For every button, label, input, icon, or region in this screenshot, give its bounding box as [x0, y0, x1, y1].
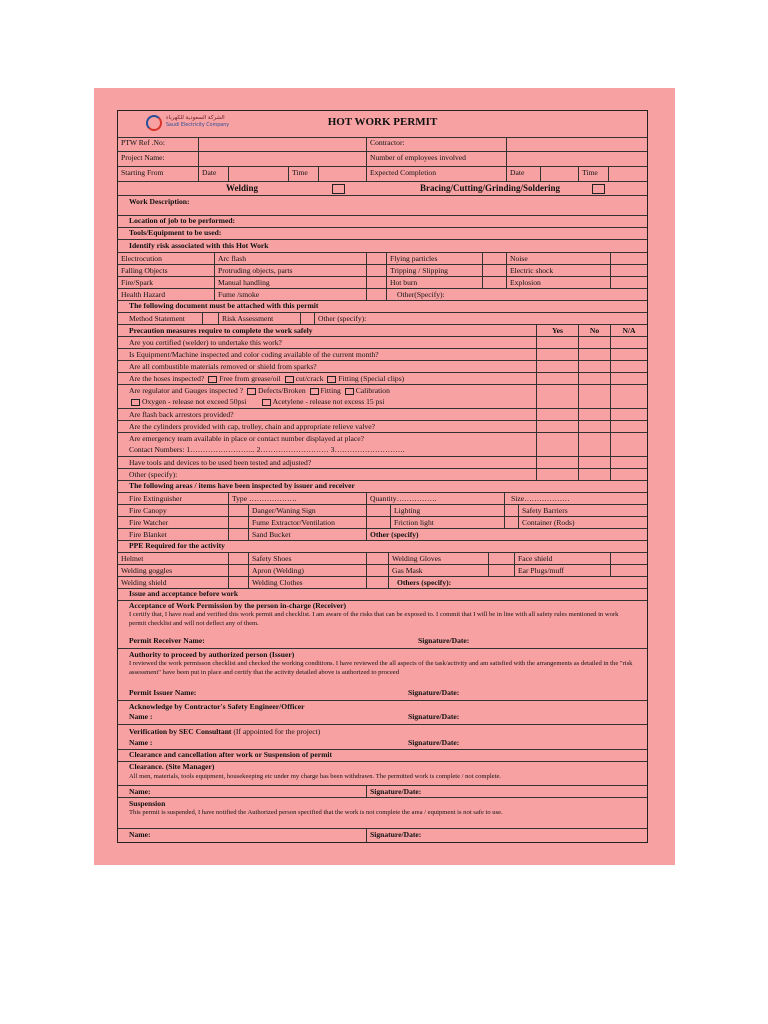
no-check[interactable] — [578, 373, 610, 384]
na-check[interactable] — [610, 409, 647, 420]
risk-item: Fire/Spark — [121, 278, 154, 287]
question-label: Are flash back arrestors provided? — [129, 410, 234, 419]
inspection-item: Danger/Waning Sign — [248, 505, 366, 516]
question-label: Are emergency team available in place or contact number displayed at place? — [129, 434, 364, 443]
yes-check[interactable] — [536, 361, 578, 372]
risk-item: Noise — [506, 253, 610, 264]
inspection-check[interactable] — [366, 517, 390, 528]
site-manager-title: Clearance. (Site Manager) — [129, 762, 215, 771]
permit-document — [94, 88, 675, 865]
ppe-item: Welding goggles — [121, 566, 173, 575]
question-label: Have tools and devices to be used been tested and adjusted? — [129, 458, 312, 467]
receiver-title: Acceptance of Work Permission by the person in-charge (Receiver) — [129, 601, 347, 610]
inspection-heading-row — [118, 481, 647, 493]
ptw-label: PTW Ref .No: — [121, 138, 165, 147]
inspection-item: Fire Canopy — [129, 506, 167, 515]
clearance-statement: All men, materials, tools equipment, housekeeping etc under my charge has been withdrawn. The permitted work is complete / not complete. — [129, 773, 502, 780]
bracing-checkbox[interactable] — [592, 184, 605, 194]
expected-label: Expected Completion — [366, 167, 506, 181]
engineer-title: Acknowledge by Contractor's Safety Engineer/Officer — [129, 702, 305, 711]
engineer-signature-label: Signature/Date: — [408, 712, 460, 721]
sec-section — [118, 725, 647, 750]
risk-check[interactable] — [366, 253, 386, 264]
end-time-label: Time — [578, 167, 608, 181]
precaution-row — [118, 469, 647, 481]
question-label: Are you certified (welder) to undertake this work? — [129, 338, 282, 347]
ppe-item: Safety Shoes — [248, 553, 366, 564]
na-check[interactable] — [610, 349, 647, 360]
yes-check[interactable] — [536, 421, 578, 432]
inspection-item: Lighting — [390, 505, 504, 516]
risk-check[interactable] — [366, 277, 386, 288]
ppe-heading-row — [118, 541, 647, 553]
risk-item: Arc flash — [214, 253, 366, 264]
issuer-title: Authority to proceed by authorized person (Issuer) — [129, 650, 295, 659]
issuer-name-label: Permit Issuer Name: — [129, 688, 197, 697]
no-check[interactable] — [578, 457, 610, 468]
acceptance-heading-row — [118, 589, 647, 601]
yes-check[interactable] — [536, 349, 578, 360]
sec-signature-label: Signature/Date: — [408, 738, 460, 747]
ppe-check[interactable] — [488, 553, 514, 564]
no-check[interactable] — [578, 469, 610, 480]
ppe-item: Apron (Welding) — [248, 565, 366, 576]
risk-row — [118, 265, 647, 277]
contractor-field[interactable] — [506, 137, 647, 151]
receiver-statement: I certify that, I have read and verified this work permit and checklist. I am aware of the risks that can be exposed to. I commit that I will be in line with all safety rules mentioned in work permit checklist and will not deflect any of them. — [129, 611, 619, 627]
checkbox[interactable] — [327, 376, 336, 383]
end-date-field[interactable] — [540, 167, 578, 181]
inspection-item: Safety Barriers — [518, 505, 647, 516]
inspection-check[interactable] — [366, 505, 390, 516]
form-header — [118, 111, 647, 138]
precaution-row — [118, 421, 647, 433]
ppe-check[interactable] — [366, 553, 388, 564]
precaution-row — [118, 433, 647, 457]
issuer-statement: I reviewed the work permisson checklist and checked the working conditions. I have reviewed the all aspects of the task/activity and am satisfied with the arrangements as detailed in the "risk assessment" have been put in place and certify that the activity detailed above is authorized to proceed — [129, 660, 633, 676]
no-check[interactable] — [578, 433, 610, 456]
suspension-signature-row — [118, 829, 647, 842]
inspection-item: Fire Extinguisher — [129, 494, 182, 503]
issuer-section — [118, 649, 647, 701]
method-statement-label: Method Statement — [129, 314, 185, 323]
inspection-check[interactable] — [228, 505, 248, 516]
risk-item: Manual handling — [214, 277, 366, 288]
risk-assessment-label: Risk Assessment — [218, 313, 300, 324]
question-label: Are the cylinders provided with cap, trolley, chain and appropriate relieve valve? — [129, 422, 375, 431]
no-check[interactable] — [578, 421, 610, 432]
no-check[interactable] — [578, 361, 610, 372]
checkbox[interactable] — [310, 388, 319, 395]
no-check[interactable] — [578, 409, 610, 420]
sec-title: Verification by SEC Consultant (If appointed for the project) — [129, 727, 321, 736]
risk-row — [118, 277, 647, 289]
na-check[interactable] — [610, 385, 647, 408]
welding-checkbox[interactable] — [332, 184, 345, 194]
risk-check[interactable] — [366, 265, 386, 276]
engineer-section — [118, 701, 647, 725]
ppe-item: Welding Gloves — [388, 553, 488, 564]
risk-item: Hot burn — [386, 277, 482, 288]
risk-other[interactable]: Other(Specify): — [386, 289, 647, 300]
ppe-row — [118, 577, 647, 589]
checkbox[interactable] — [247, 388, 256, 395]
sec-name-label: Name : — [129, 738, 153, 747]
precaution-row — [118, 457, 647, 469]
risk-check[interactable] — [610, 277, 647, 288]
page-title: HOT WORK PERMIT — [327, 116, 438, 128]
no-header: No — [578, 325, 610, 336]
yes-check[interactable] — [536, 373, 578, 384]
receiver-signature-label: Signature/Date: — [418, 636, 470, 645]
risk-item: Electric shock — [506, 265, 610, 276]
risks-heading: Identify risk associated with this Hot Work — [129, 241, 269, 250]
inspection-other-field[interactable]: Other (specify) — [366, 529, 647, 540]
location-row — [118, 216, 647, 228]
checkbox[interactable] — [131, 399, 140, 406]
ppe-check[interactable] — [228, 565, 248, 576]
tools-row — [118, 228, 647, 240]
ppe-check[interactable] — [228, 553, 248, 564]
info-row-project — [118, 152, 647, 167]
risk-check[interactable] — [610, 265, 647, 276]
size-field[interactable]: Size……………… — [504, 493, 647, 504]
precaution-row — [118, 373, 647, 385]
issuer-signature-label: Signature/Date: — [408, 688, 460, 697]
ppe-item: Face shield — [514, 553, 610, 564]
suspension-statement: This permit is suspended, I have notified the Authorized person specified that the work is not complete the area / equipment is not safe to use. — [129, 809, 503, 816]
inspection-item: Sand Bucket — [248, 529, 366, 540]
end-time-field[interactable] — [608, 167, 647, 181]
inspection-row — [118, 529, 647, 541]
info-row-dates — [118, 167, 647, 182]
checkbox[interactable] — [345, 388, 354, 395]
ppe-item: Gas Mask — [388, 565, 488, 576]
suspension-title: Suspension — [129, 799, 166, 808]
starting-label: Starting From — [121, 168, 164, 177]
risk-item: Flying particles — [386, 253, 482, 264]
ppe-check[interactable] — [228, 577, 248, 588]
ppe-check[interactable] — [610, 553, 647, 564]
description-row — [118, 196, 647, 216]
ppe-check[interactable] — [488, 565, 514, 576]
risk-check[interactable] — [482, 253, 506, 264]
na-check[interactable] — [610, 433, 647, 456]
precaution-row — [118, 349, 647, 361]
ptw-field[interactable] — [198, 137, 366, 151]
risk-item: Health Hazard — [121, 290, 166, 299]
inspection-row — [118, 505, 647, 517]
yes-check[interactable] — [536, 409, 578, 420]
inspection-item: Container (Rods) — [518, 517, 647, 528]
risk-item: Protruding objects, parts — [214, 265, 366, 276]
risk-row — [118, 289, 647, 301]
suspension-name-label: Name: — [129, 830, 151, 839]
suspension-signature-label: Signature/Date: — [366, 829, 647, 842]
checkbox[interactable] — [285, 376, 294, 383]
receiver-name-label: Permit Receiver Name: — [129, 636, 205, 645]
yes-header: Yes — [536, 325, 578, 336]
na-check[interactable] — [610, 337, 647, 348]
ppe-item: Ear Plugs/muff — [514, 565, 610, 576]
checkbox[interactable] — [208, 376, 217, 383]
precautions-heading-row — [118, 325, 647, 337]
precautions-other-field[interactable]: Other (specify): — [129, 470, 178, 479]
risk-check[interactable] — [482, 277, 506, 288]
precaution-row — [118, 361, 647, 373]
ppe-item: Welding Clothes — [248, 577, 366, 588]
risk-check[interactable] — [366, 289, 386, 300]
logo-arabic-text: الشركة السعودية للكهرباء — [166, 115, 225, 121]
hoses-question: Are the hoses inspected? Free from grease/oil cut/crack Fitting (Special clips) — [129, 374, 405, 383]
location-label: Location of job to be performed: — [129, 216, 236, 225]
na-check[interactable] — [610, 469, 647, 480]
emergency-question — [118, 433, 536, 456]
risk-item: Electrocution — [121, 254, 162, 263]
inspection-row — [118, 517, 647, 529]
risk-check[interactable] — [482, 265, 506, 276]
inspection-heading: The following areas / items have been inspected by issuer and receiver — [129, 481, 355, 490]
no-check[interactable] — [578, 337, 610, 348]
inspection-check[interactable] — [228, 529, 248, 540]
clearance-signature-row — [118, 786, 647, 798]
permit-form — [117, 110, 648, 843]
inspection-check[interactable] — [504, 517, 518, 528]
ppe-heading: PPE Required for the activity — [129, 541, 225, 550]
yes-check[interactable] — [536, 433, 578, 456]
start-time-label: Time — [288, 167, 318, 181]
question-label: Are all combustible materials removed or shield from sparks? — [129, 362, 317, 371]
employees-label: Number of employees involved — [366, 152, 506, 166]
ppe-item: Welding shield — [121, 578, 167, 587]
engineer-name-label: Name : — [129, 712, 153, 721]
method-check[interactable] — [202, 313, 218, 324]
precautions-heading: Precaution measures require to complete the work safely — [129, 326, 313, 335]
start-date-field[interactable] — [228, 167, 288, 181]
ppe-check[interactable] — [366, 565, 388, 576]
contractor-label: Contractor: — [366, 137, 506, 151]
risk-item: Tripping / Slipping — [386, 265, 482, 276]
na-check[interactable] — [610, 373, 647, 384]
clearance-heading: Clearance and cancellation after work or Suspension of permit — [129, 750, 333, 759]
na-header: N/A — [610, 325, 647, 336]
question-label: Is Equipment/Machine inspected and color coding available of the current month? — [129, 350, 379, 359]
receiver-section — [118, 601, 647, 649]
na-check[interactable] — [610, 421, 647, 432]
ppe-check[interactable] — [610, 565, 647, 576]
tools-label: Tools/Equipment to be used: — [129, 228, 222, 237]
work-type-row — [118, 182, 647, 196]
checkbox[interactable] — [262, 399, 271, 406]
na-check[interactable] — [610, 361, 647, 372]
inspection-check[interactable] — [228, 517, 248, 528]
ppe-row — [118, 565, 647, 577]
yes-check[interactable] — [536, 457, 578, 468]
documents-heading-row — [118, 301, 647, 313]
yes-check[interactable] — [536, 469, 578, 480]
description-label: Work Description: — [129, 197, 190, 206]
na-check[interactable] — [610, 457, 647, 468]
yes-check[interactable] — [536, 385, 578, 408]
risk-assessment-check[interactable] — [300, 313, 314, 324]
ppe-item: Helmet — [121, 554, 144, 563]
start-date-label: Date — [198, 167, 228, 181]
acceptance-heading: Issue and acceptance before work — [129, 589, 239, 598]
documents-other-field[interactable]: Other (specify): — [314, 313, 647, 324]
risk-item: Fume /smoke — [214, 289, 366, 300]
clearance-signature-label: Signature/Date: — [366, 786, 647, 797]
risk-item: Explosion — [506, 277, 610, 288]
info-row-ptw — [118, 137, 647, 152]
bracing-label: Bracing/Cutting/Grinding/Soldering — [420, 183, 561, 193]
ppe-row — [118, 553, 647, 565]
risk-item: Falling Objects — [121, 266, 168, 275]
risks-heading-row — [118, 240, 647, 253]
logo-english-text: Saudi Electricity Company — [166, 123, 230, 128]
project-field[interactable] — [198, 152, 366, 166]
precaution-row — [118, 409, 647, 421]
contact-numbers-field[interactable]: Contact Numbers: 1…………………….. 2……………………… 3………………………. — [129, 445, 405, 454]
documents-row — [118, 313, 647, 325]
no-check[interactable] — [578, 385, 610, 408]
end-date-label: Date — [506, 167, 540, 181]
yes-check[interactable] — [536, 337, 578, 348]
quantity-field[interactable]: Quantity……………. — [366, 493, 504, 504]
no-check[interactable] — [578, 349, 610, 360]
risk-check[interactable] — [610, 253, 647, 264]
regulator-question: Are regulator and Gauges inspected ? Defects/Broken Fitting Calibration Oxygen - release not exceed 50psi Acetylene - release not excess 15 psi — [129, 386, 390, 406]
precaution-row — [118, 385, 647, 409]
clearance-name-label: Name: — [129, 787, 151, 796]
employees-field[interactable] — [506, 152, 647, 166]
start-time-field[interactable] — [318, 167, 366, 181]
type-field[interactable]: Type ………………. — [228, 493, 366, 504]
inspection-row — [118, 493, 647, 505]
suspension-section — [118, 798, 647, 829]
ppe-check[interactable] — [366, 577, 388, 588]
project-label: Project Name: — [121, 153, 165, 162]
inspection-item: Fire Watcher — [129, 518, 169, 527]
inspection-item: Friction light — [390, 517, 504, 528]
documents-heading: The following document must be attached with this permit — [129, 301, 319, 310]
risk-row — [118, 253, 647, 265]
inspection-item: Fire Blanket — [129, 530, 167, 539]
precaution-row — [118, 337, 647, 349]
inspection-item: Fume Extractor/Ventilation — [248, 517, 366, 528]
welding-label: Welding — [226, 183, 259, 193]
ppe-other-field[interactable]: Others (specify): — [388, 577, 647, 588]
inspection-check[interactable] — [504, 505, 518, 516]
clearance-heading-row — [118, 750, 647, 762]
site-manager-section — [118, 762, 647, 786]
